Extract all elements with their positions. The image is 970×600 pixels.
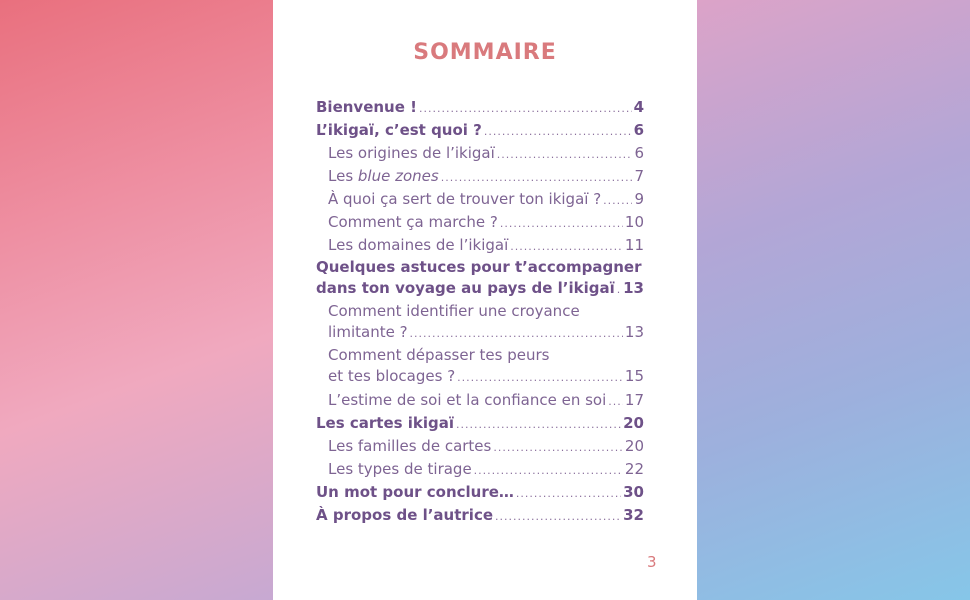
toc-page-number: 13: [624, 323, 644, 341]
toc-entry-cartes[interactable]: [316, 412, 644, 435]
toc-entry-label-line2: et tes blocages ?: [328, 367, 456, 385]
toc-page-number: 10: [624, 213, 644, 231]
toc-leader-dots: [493, 436, 623, 459]
toc-page-number: 32: [623, 506, 644, 524]
toc-leader-dots: [419, 97, 632, 120]
toc-entry-conclure[interactable]: [316, 481, 644, 504]
toc-entry-label: L’estime de soi et la confiance en soi: [328, 391, 607, 409]
toc-page-number: 11: [624, 236, 644, 254]
toc-entry-peurs[interactable]: [316, 345, 644, 389]
toc-leader-dots: [617, 279, 621, 300]
toc-entry-label-line1: Comment identifier une croyance: [328, 302, 580, 320]
background-right-gradient: [697, 0, 970, 600]
toc-entry-croyance[interactable]: [316, 301, 644, 345]
toc-leader-dots: [500, 212, 623, 235]
toc-entry-label: À quoi ça sert de trouver ton ikigaï ?: [328, 190, 602, 208]
toc-page-number: 9: [634, 190, 644, 208]
toc-entry-label: Bienvenue !: [316, 98, 417, 116]
table-of-contents: [316, 96, 644, 527]
toc-entry-familles[interactable]: [316, 435, 644, 458]
page-title: SOMMAIRE: [413, 40, 557, 65]
toc-leader-dots: [456, 413, 621, 436]
toc-entry-label: Les domaines de l’ikigaï: [328, 236, 509, 254]
toc-entry-tirage[interactable]: [316, 458, 644, 481]
toc-entry-label-italic: blue zones: [357, 167, 439, 185]
toc-entry-label: Les origines de l’ikigaï: [328, 144, 495, 162]
book-page: [273, 0, 697, 600]
page-number: 3: [647, 553, 657, 571]
toc-entry-label-line1: Quelques astuces pour t’accompagner: [316, 258, 642, 276]
toc-page-number: 22: [624, 460, 644, 478]
background-left-gradient: [0, 0, 273, 600]
toc-entry-domaines[interactable]: [316, 234, 644, 257]
toc-leader-dots: [484, 120, 632, 143]
toc-leader-dots: [497, 143, 633, 166]
toc-entry-label: Les types de tirage: [328, 460, 472, 478]
toc-leader-dots: [608, 390, 623, 413]
toc-entry-label: Les familles de cartes: [328, 437, 492, 455]
toc-entry-label: L’ikigaï, c’est quoi ?: [316, 121, 482, 139]
toc-leader-dots: [516, 482, 621, 505]
toc-leader-dots: [603, 189, 632, 212]
toc-entry-a-quoi-ca-sert[interactable]: [316, 188, 644, 211]
toc-leader-dots: [441, 166, 633, 189]
toc-entry-bienvenue[interactable]: [316, 96, 644, 119]
toc-leader-dots: [495, 505, 621, 528]
toc-page-number: 17: [624, 391, 644, 409]
toc-entry-label: Un mot pour conclure…: [316, 483, 514, 501]
toc-page-number: 15: [624, 367, 644, 385]
toc-page-number: 4: [633, 98, 644, 116]
toc-entry-astuces[interactable]: [316, 257, 644, 301]
toc-entry-label-line2: limitante ?: [328, 323, 408, 341]
toc-entry-label: Comment ça marche ?: [328, 213, 498, 231]
toc-entry-origines[interactable]: [316, 142, 644, 165]
toc-entry-blue-zones[interactable]: [316, 165, 644, 188]
toc-entry-label: Les cartes ikigaï: [316, 414, 455, 432]
toc-leader-dots: [457, 367, 623, 388]
toc-page-number: 6: [634, 144, 644, 162]
toc-page-number: 20: [623, 414, 644, 432]
toc-entry-label-prefix: Les: [328, 167, 358, 185]
toc-leader-dots: [474, 459, 623, 482]
toc-entry-comment-ca-marche[interactable]: [316, 211, 644, 234]
toc-entry-ikigai[interactable]: [316, 119, 644, 142]
toc-page-number: 20: [624, 437, 644, 455]
toc-entry-label-line1: Comment dépasser tes peurs: [328, 346, 550, 364]
toc-leader-dots: [510, 235, 623, 258]
toc-entry-estime[interactable]: [316, 389, 644, 412]
toc-page-number: 13: [623, 279, 644, 297]
toc-page-number: 6: [633, 121, 644, 139]
toc-entry-autrice[interactable]: [316, 504, 644, 527]
toc-page-number: 7: [634, 167, 644, 185]
toc-leader-dots: [410, 323, 623, 344]
toc-entry-label-line2: dans ton voyage au pays de l’ikigaï: [316, 279, 615, 297]
toc-entry-label: [328, 165, 439, 188]
toc-page-number: 30: [623, 483, 644, 501]
toc-entry-label: À propos de l’autrice: [316, 506, 494, 524]
